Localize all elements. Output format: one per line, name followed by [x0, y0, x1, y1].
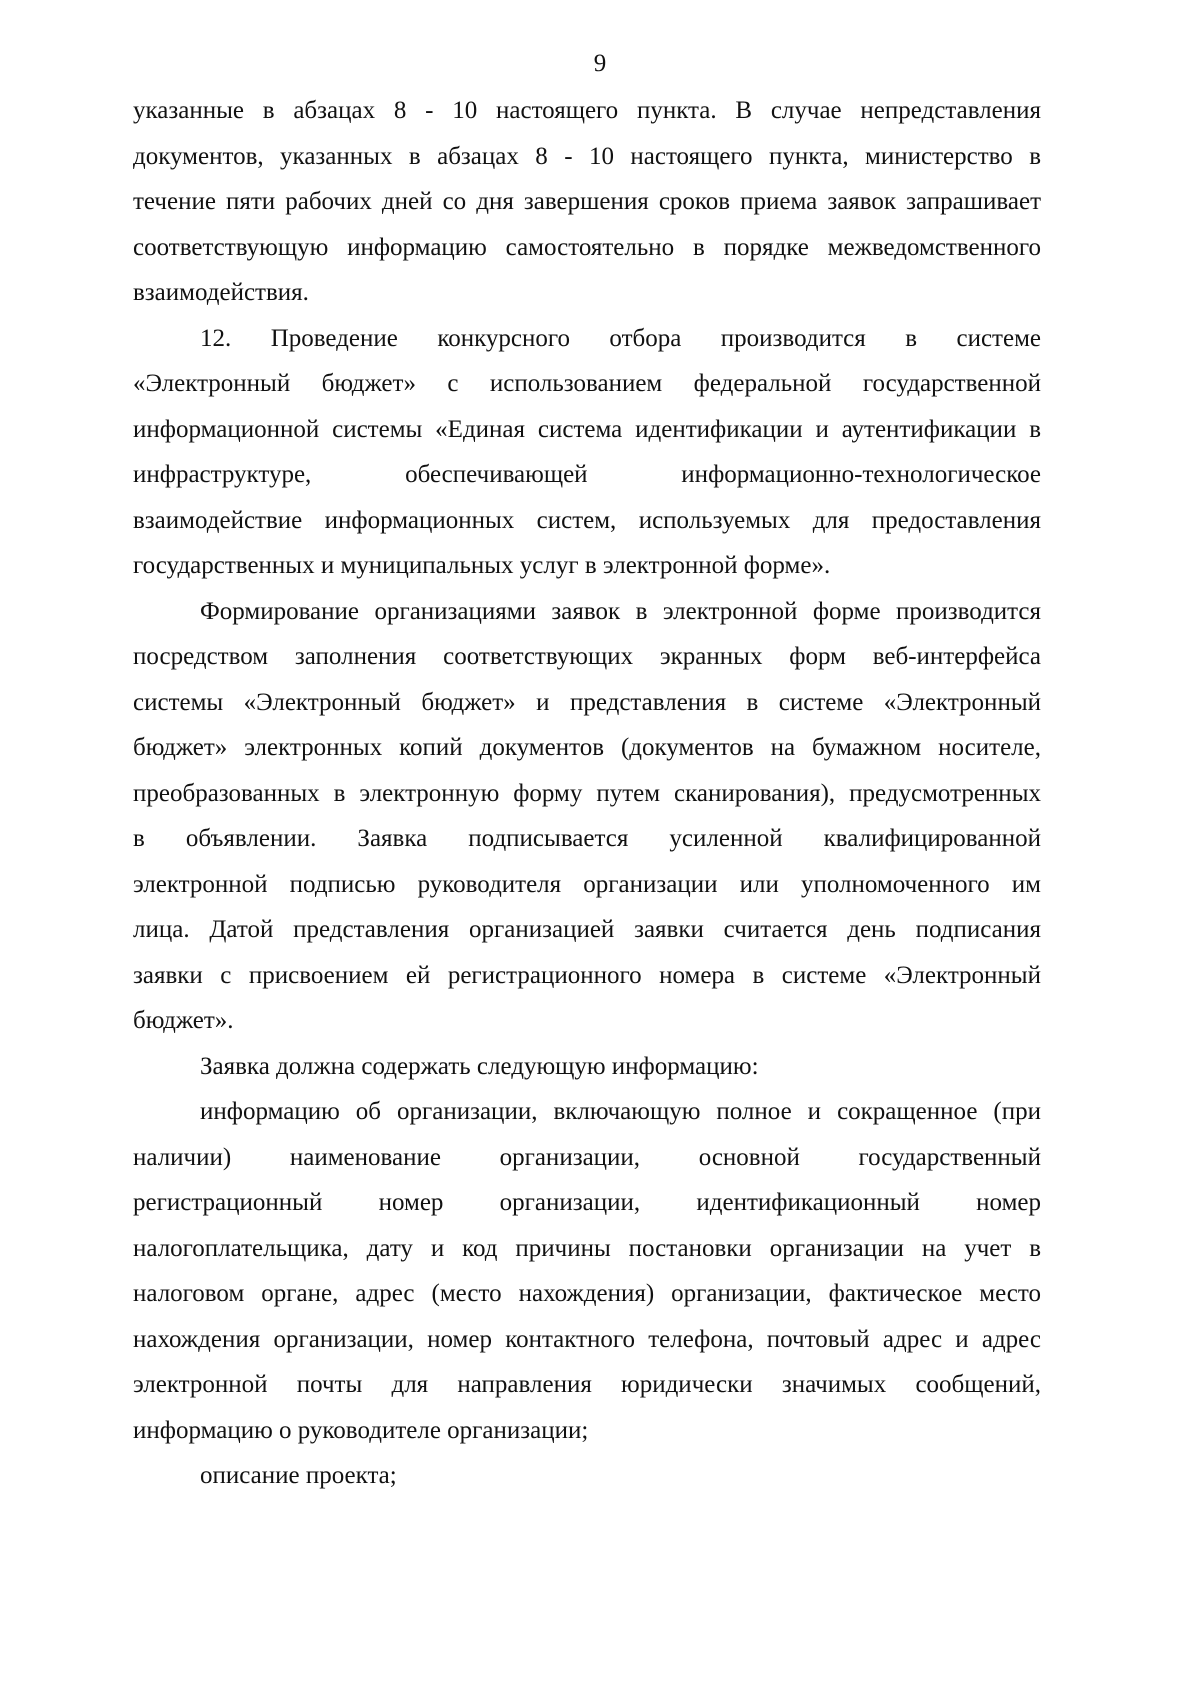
text-line: в объявлении. Заявка подписывается усиленной квалифицированной	[133, 825, 1041, 852]
document-body	[133, 88, 1041, 1499]
text-line: Заявка должна содержать следующую информацию:	[200, 1052, 759, 1080]
text-line: взаимодействие информационных систем, используемых для предоставления	[133, 506, 1041, 534]
text-line: «Электронный бюджет» с использованием федеральной государственной	[133, 370, 1041, 397]
text-line: лица. Датой представления организацией заявки считается день подписания	[133, 916, 1041, 943]
text-line: информацию о руководителе организации;	[133, 1416, 589, 1444]
text-line: описание проекта;	[200, 1462, 397, 1489]
text-line: системы «Электронный бюджет» и представления в системе «Электронный	[133, 688, 1041, 716]
paragraph-application-contents-intro	[133, 1044, 1041, 1090]
text-line: преобразованных в электронную форму путем сканирования), предусмотренных	[133, 779, 1041, 807]
text-line: регистрационный номер организации, идентификационный номер	[133, 1189, 1041, 1216]
text-line: наличии) наименование организации, основной государственный	[133, 1143, 1041, 1171]
text-line: информацию об организации, включающую полное и сокращенное (при	[200, 1098, 1041, 1125]
text-line: заявки с присвоением ей регистрационного номера в системе «Электронный	[133, 961, 1041, 989]
text-line: соответствующую информацию самостоятельно в порядке межведомственного	[133, 233, 1041, 261]
text-line: государственных и муниципальных услуг в электронной форме».	[133, 552, 831, 579]
text-line: бюджет».	[133, 1007, 234, 1034]
paragraph-application-forming	[133, 589, 1041, 1044]
text-line: 12. Проведение конкурсного отбора производится в системе	[200, 324, 1041, 352]
paragraph-item-12	[133, 316, 1041, 589]
text-line: информационной системы «Единая система идентификации и аутентификации в	[133, 415, 1041, 443]
text-line: электронной почты для направления юридически значимых сообщений,	[133, 1371, 1041, 1398]
text-line: электронной подписью руководителя организации или уполномоченного им	[133, 870, 1041, 898]
text-line: течение пяти рабочих дней со дня завершения сроков приема заявок запрашивает	[133, 188, 1041, 215]
text-line: налогоплательщика, дату и код причины постановки организации на учет в	[133, 1234, 1041, 1262]
text-line: посредством заполнения соответствующих экранных форм веб-интерфейса	[133, 643, 1041, 670]
text-line: Формирование организациями заявок в электронной форме производится	[200, 597, 1041, 625]
text-line: инфраструктуре, обеспечивающей информационно-технологическое	[133, 461, 1041, 488]
text-line: налоговом органе, адрес (место нахождения) организации, фактическое место	[133, 1280, 1041, 1307]
page-number: 9	[593, 50, 607, 77]
text-line: нахождения организации, номер контактного телефона, почтовый адрес и адрес	[133, 1325, 1041, 1353]
text-line: указанные в абзацах 8 - 10 настоящего пункта. В случае непредставления	[133, 97, 1041, 124]
text-line: взаимодействия.	[133, 279, 309, 306]
paragraph-organization-info	[133, 1089, 1041, 1453]
paragraph-continuation	[133, 88, 1041, 316]
text-line: документов, указанных в абзацах 8 - 10 настоящего пункта, министерство в	[133, 142, 1041, 170]
paragraph-project-description	[133, 1453, 1041, 1499]
text-line: бюджет» электронных копий документов (документов на бумажном носителе,	[133, 734, 1041, 761]
